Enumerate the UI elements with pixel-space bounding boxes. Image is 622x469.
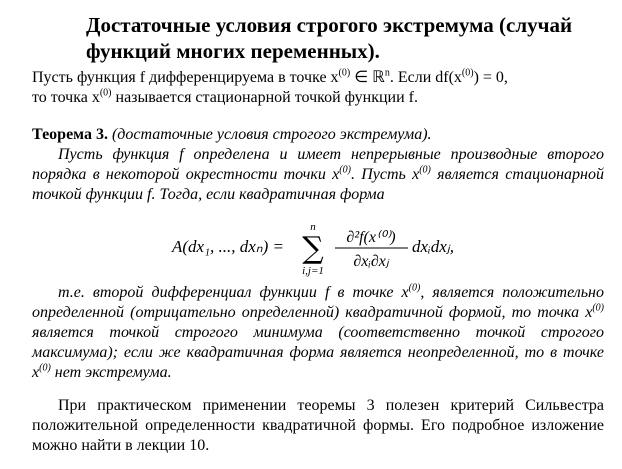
intro-text: называется стационарной точкой функции f. <box>111 89 418 106</box>
superscript: (0) <box>419 164 431 176</box>
intro-text: . Если df(x <box>389 69 462 86</box>
intro-line1: Пусть функция f дифференцируема в точке x <box>32 69 339 86</box>
superscript: (0) <box>339 164 351 176</box>
theorem-text: . Пусть x <box>350 166 420 183</box>
superscript: (0) <box>39 362 51 374</box>
theorem-text: нет экстремума. <box>50 364 172 381</box>
theorem-text: т.е. второй дифференциал функции f в точке x <box>58 284 409 301</box>
theorem-subtitle: (достаточные условия строгого экстремума). <box>111 126 432 143</box>
theorem-text: является точкой строгого минимума (соответственно точкой строгого максимума); если же квадратичная форма является неопределенной, то в точке x <box>32 324 604 381</box>
superscript: (0) <box>592 302 604 314</box>
superscript: (0) <box>338 67 351 79</box>
theorem-label: Теорема 3. <box>32 126 108 143</box>
theorem-continuation <box>32 283 604 383</box>
intro-text: ) = 0, <box>473 69 508 86</box>
superscript: (0) <box>461 67 474 79</box>
superscript: (0) <box>99 87 112 99</box>
closing-paragraph <box>32 396 604 456</box>
page-title: Достаточные условия строгого экстремума (случай функций многих переменных). <box>86 13 573 63</box>
theorem-text: , является положительно определенной (отрицательно определенной) квадратичной формой, то точка x <box>32 284 604 321</box>
theorem-text: является стационарной точкой функции f. Тогда, если квадратичная форма <box>32 166 604 203</box>
superscript: n <box>384 67 390 79</box>
sum-upper-limit: n <box>310 222 316 233</box>
superscript: (0) <box>408 282 421 294</box>
theorem-header <box>32 125 604 145</box>
intro-line2: то точка x <box>32 89 100 106</box>
closing-text: При практическом применении теоремы 3 полезен критерий Сильвестра положительной определенности квадратичной формы. Его подробное изложение можно найти в лекции 10. <box>32 397 604 454</box>
formula-lhs: A(dx₁, ..., dxₙ) = <box>172 237 284 256</box>
formula-svg <box>32 222 604 278</box>
intro-paragraph <box>32 68 604 108</box>
fraction-numerator: ∂²f(x⁽⁰⁾) <box>346 229 396 246</box>
fraction-denominator: ∂xᵢ∂xⱼ <box>353 253 389 270</box>
sum-lower-limit: i,j=1 <box>302 265 324 277</box>
intro-text: ∈ ℝ <box>350 69 385 86</box>
theorem-body <box>32 145 604 205</box>
sum-symbol: ∑ <box>302 231 324 266</box>
quadratic-form-formula <box>32 222 604 278</box>
formula-rhs: dxᵢdxⱼ, <box>412 237 455 256</box>
theorem-text: Пусть функция f определена и имеет непрерывные производные второго порядка в некоторой окрестности точки x <box>32 146 604 183</box>
